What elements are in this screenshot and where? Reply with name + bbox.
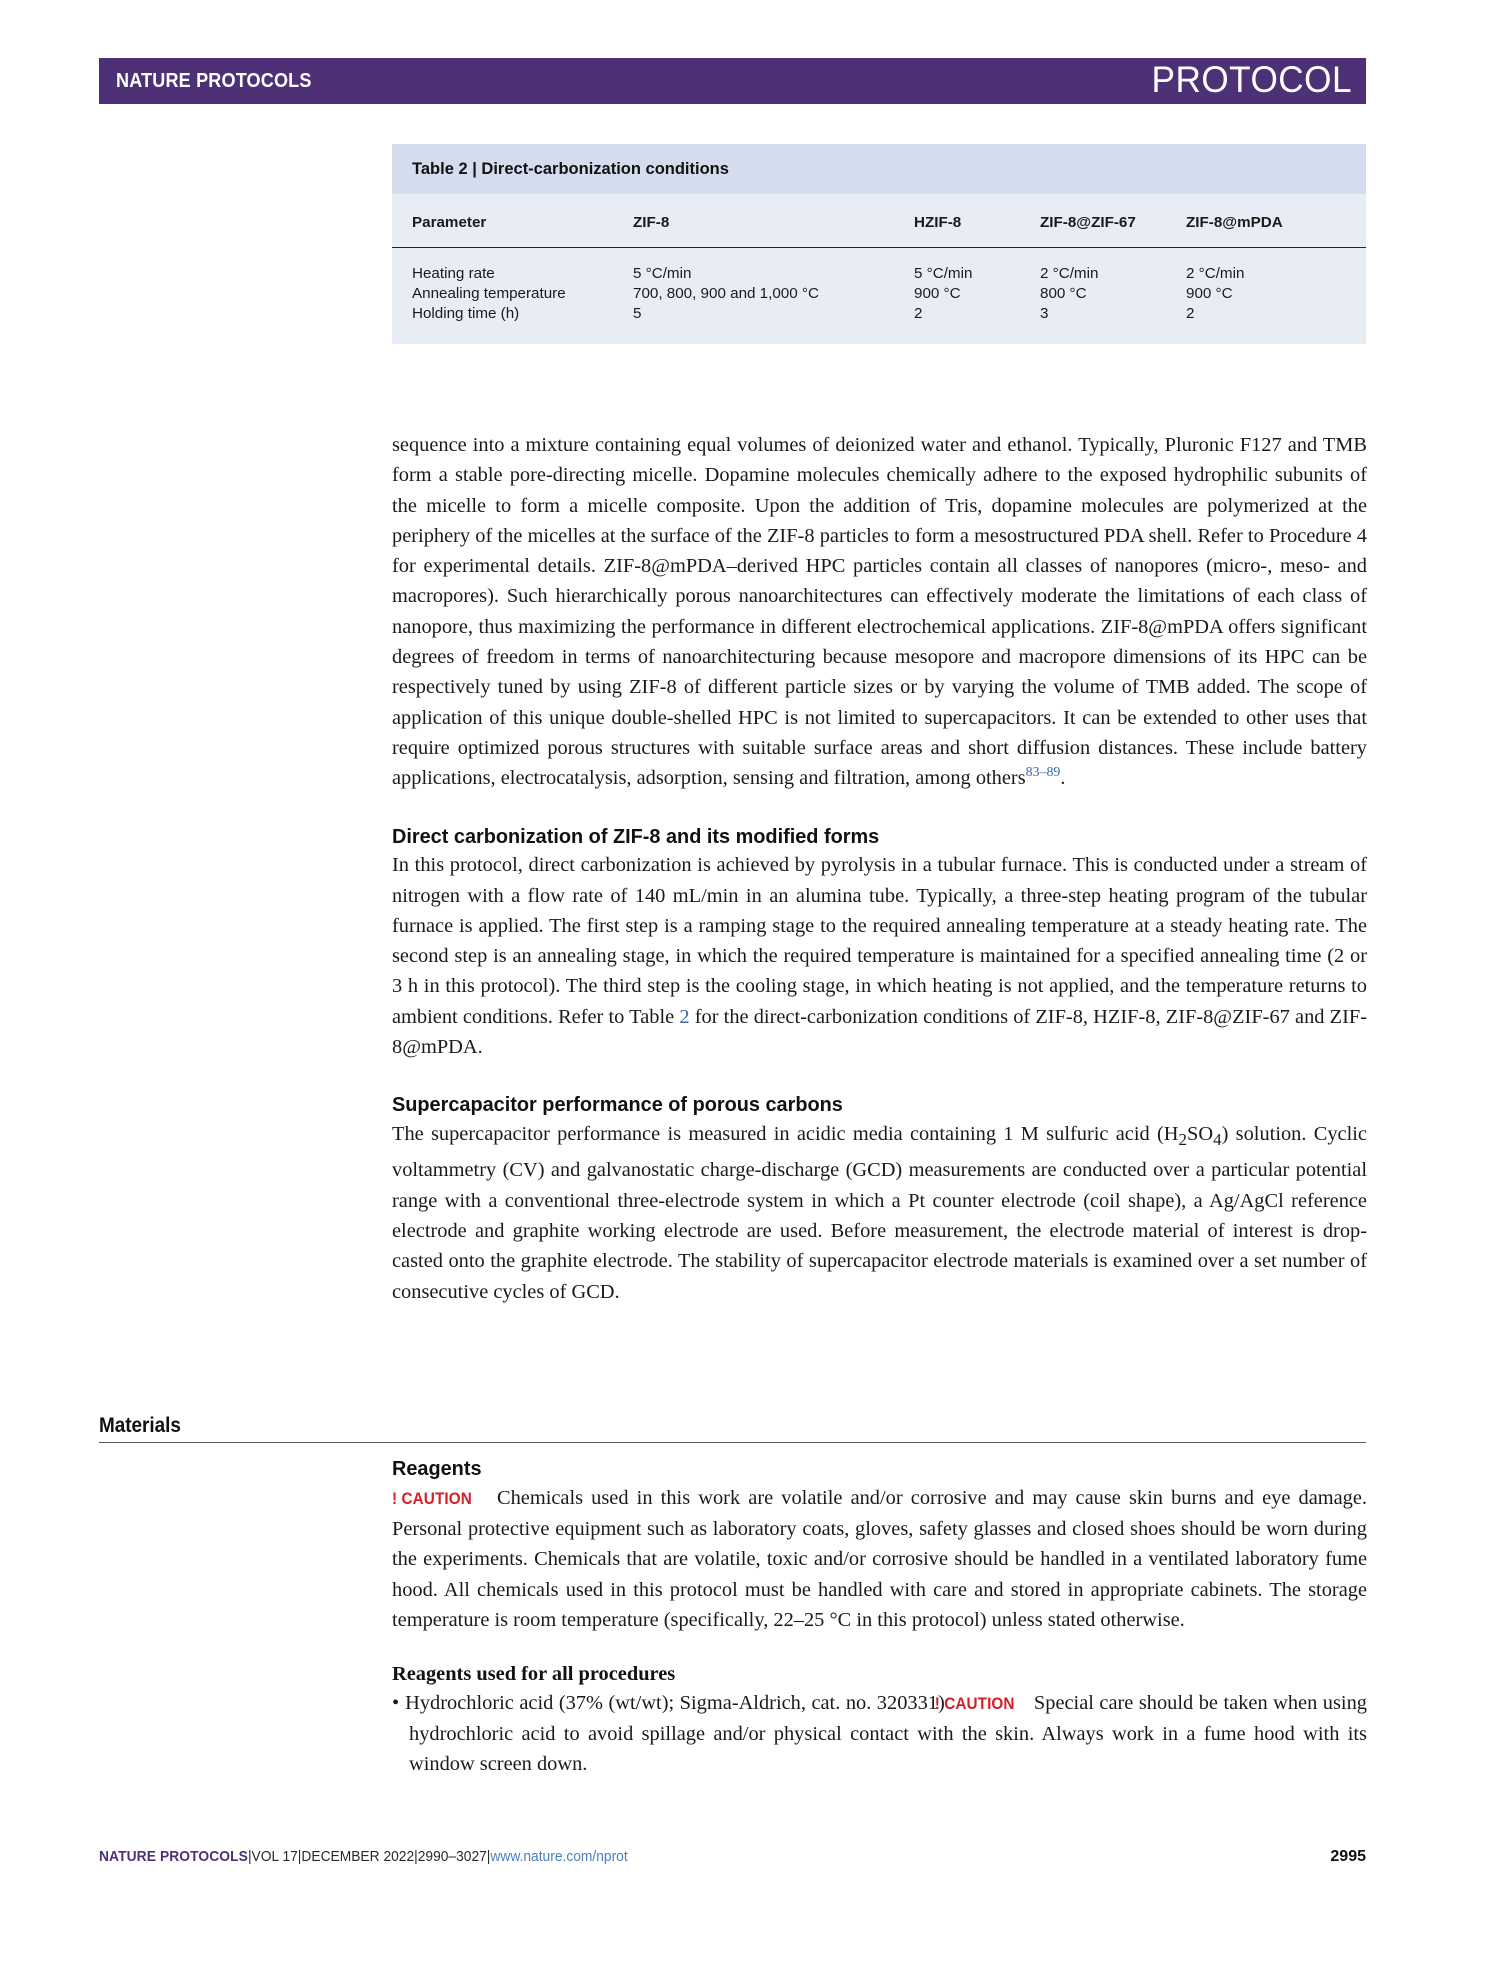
reagents-list: [392, 1688, 1367, 1780]
column-header-zif8-zif67: ZIF-8@ZIF-67: [1040, 194, 1186, 248]
header-article-type: PROTOCOL: [1151, 59, 1352, 100]
spacer: [392, 794, 1367, 823]
paragraph-direct-carbonization-text-a: In this protocol, direct carbonization is achieved by pyrolysis in a tubular furnace. This is conducted under a stream of nitrogen with a flow rate of 140 mL/min in an alumina tube. Typically, a three-step heating program of the tubular furnace is applied. The first step is a ramping stage to the required annealing temperature at a steady heating rate. The second step is an annealing stage, in which the required temperature is maintained for a specified annealing time (2 or 3 h in this protocol). The third step is the cooling stage, in which heating is not applied, and the temperature returns to ambient conditions. Refer to Table: [392, 854, 1367, 1028]
cell-zif8-mpda: 900 °C: [1186, 285, 1233, 302]
column-header-zif8: ZIF-8: [633, 194, 914, 248]
table-header-row: [392, 194, 1366, 248]
cell-zif8: 5: [633, 305, 642, 322]
cell-zif8-mpda: 2 °C/min: [1186, 265, 1245, 282]
table-row: [392, 284, 1366, 304]
reagent-caution-text: Special care should be taken when using hydrochloric acid to avoid spillage and/or physical contact with the skin. Always work in a fume hood with its window screen down.: [409, 1691, 1367, 1776]
table-caption: Table 2 | Direct-carbonization conditions: [392, 144, 1366, 194]
table-2-cross-reference-link[interactable]: 2: [679, 1005, 690, 1028]
list-item: [392, 1688, 1367, 1780]
formula-so: SO: [1187, 1122, 1214, 1145]
cell-zif8-mpda: 2: [1186, 305, 1195, 322]
formula-subscript-4: 4: [1213, 1130, 1222, 1150]
cell-hzif8: 5 °C/min: [914, 265, 973, 282]
paragraph-intro-period: .: [1060, 767, 1066, 790]
paragraph-supercapacitor-text-a: The supercapacitor performance is measured in acidic media containing 1 M sulfuric acid (H: [392, 1122, 1179, 1145]
table-row: [392, 248, 1366, 284]
page-footer: [99, 1848, 1366, 1866]
cell-zif8-zif67: 2 °C/min: [1040, 265, 1099, 282]
column-header-zif8-mpda: ZIF-8@mPDA: [1186, 194, 1366, 248]
cell-parameter: Annealing temperature: [412, 285, 566, 302]
subsection-heading-reagents: Reagents: [392, 1457, 482, 1480]
materials-body-column: [392, 1455, 1367, 1780]
materials-heading-label: Materials: [99, 1414, 181, 1437]
cell-parameter: Holding time (h): [412, 305, 520, 322]
paragraph-supercapacitor-text-b: ) solution. Cyclic voltammetry (CV) and galvanostatic charge-discharge (GCD) measurements are conducted over a particular potential range with a conventional three-electrode system in which a Pt counter electrode (coil shape), a Ag/AgCl reference electrode and graphite working electrode are used. Before measurement, the electrode material of interest is drop-casted onto the graphite electrode. The stability of supercapacitor electrode materials is examined over a set number of consecutive cycles of GCD.: [392, 1122, 1367, 1303]
cell-zif8-zif67: 800 °C: [1040, 285, 1087, 302]
subheading-reagents-all-procedures: Reagents used for all procedures: [392, 1663, 676, 1686]
paragraph-reagents-caution: [392, 1483, 1367, 1635]
table-row: [392, 304, 1366, 345]
footer-url-link[interactable]: www.nature.com/nprot: [490, 1848, 628, 1865]
caution-badge: ! CAUTION: [934, 1693, 1015, 1713]
cell-zif8: 5 °C/min: [633, 265, 692, 282]
caution-badge: ! CAUTION: [392, 1488, 472, 1508]
reagent-name-hydrochloric-acid: Hydrochloric acid (37% (wt/wt); Sigma-Aldrich, cat. no. 320331): [405, 1691, 951, 1714]
table-2: [392, 144, 1366, 344]
table-2-grid: [392, 194, 1366, 344]
paragraph-direct-carbonization: [392, 850, 1367, 1062]
article-body-column: [392, 430, 1367, 1307]
header-journal-title: NATURE PROTOCOLS: [116, 69, 312, 92]
cell-zif8-zif67: 3: [1040, 305, 1049, 322]
citation-reference-83-89[interactable]: 83–89: [1025, 765, 1061, 781]
footer-citation-line: [99, 1848, 628, 1865]
materials-divider: [99, 1442, 1366, 1443]
column-header-hzif8: HZIF-8: [914, 194, 1040, 248]
page-number: 2995: [1330, 1848, 1366, 1865]
paragraph-intro-text: sequence into a mixture containing equal volumes of deionized water and ethanol. Typically, Pluronic F127 and TMB form a stable pore-directing micelle. Dopamine molecules chemically adhere to the exposed hydrophilic subunits of the micelle to form a micelle composite. Upon the addition of Tris, dopamine molecules are polymerized at the periphery of the micelles at the surface of the ZIF-8 particles to form a mesostructured PDA shell. Refer to Procedure 4 for experimental details. ZIF-8@mPDA–derived HPC particles contain all classes of nanopores (micro-, meso- and macropores). Such hierarchically porous nanoarchitectures can effectively moderate the limitations of each class of nanopore, thus maximizing the performance in different electrochemical applications. ZIF-8@mPDA offers significant degrees of freedom in terms of nanoarchitecturing because mesopore and macropore dimensions of its HPC can be respectively tuned by using ZIF-8 of different particle sizes or by varying the volume of TMB added. The scope of application of this unique double-shelled HPC is not limited to supercapacitors. It can be extended to other uses that require optimized porous structures with suitable surface areas and short diffusion distances. These include battery applications, electrocatalysis, adsorption, sensing and filtration, among others: [392, 434, 1367, 790]
cell-hzif8: 2: [914, 305, 923, 322]
section-heading-direct-carbonization: Direct carbonization of ZIF-8 and its modified forms: [392, 824, 880, 848]
page-header-band: [99, 58, 1366, 104]
formula-subscript-2: 2: [1178, 1130, 1188, 1150]
materials-section-header: [99, 1414, 1366, 1443]
column-header-parameter: Parameter: [392, 194, 633, 248]
section-heading-supercapacitor-performance: Supercapacitor performance of porous carbons: [392, 1093, 843, 1117]
footer-journal-name: NATURE PROTOCOLS: [99, 1848, 248, 1865]
paragraph-direct-carbonization-text-b: for the direct-carbonization conditions of ZIF-8, HZIF-8, ZIF-8@ZIF-67 and ZIF-8@mPDA.: [392, 1005, 1367, 1059]
paragraph-supercapacitor: [392, 1119, 1367, 1307]
caution-body-text: Chemicals used in this work are volatile and/or corrosive and may cause skin burns and eye damage. Personal protective equipment such as laboratory coats, gloves, safety glasses and closed shoes should be worn during the experiments. Chemicals that are volatile, toxic and/or corrosive should be handled in a ventilated laboratory fume hood. All chemicals used in this protocol must be handled with care and stored in appropriate cabinets. The storage temperature is room temperature (specifically, 22–25 °C in this protocol) unless stated otherwise.: [392, 1486, 1367, 1631]
cell-hzif8: 900 °C: [914, 285, 961, 302]
footer-volume-issue: |VOL 17|DECEMBER 2022|2990–3027|: [247, 1848, 491, 1865]
spacer: [392, 1635, 1367, 1661]
spacer: [392, 1062, 1367, 1091]
cell-parameter: Heating rate: [412, 265, 495, 282]
cell-zif8: 700, 800, 900 and 1,000 °C: [633, 285, 819, 302]
paragraph-intro: [392, 430, 1367, 794]
